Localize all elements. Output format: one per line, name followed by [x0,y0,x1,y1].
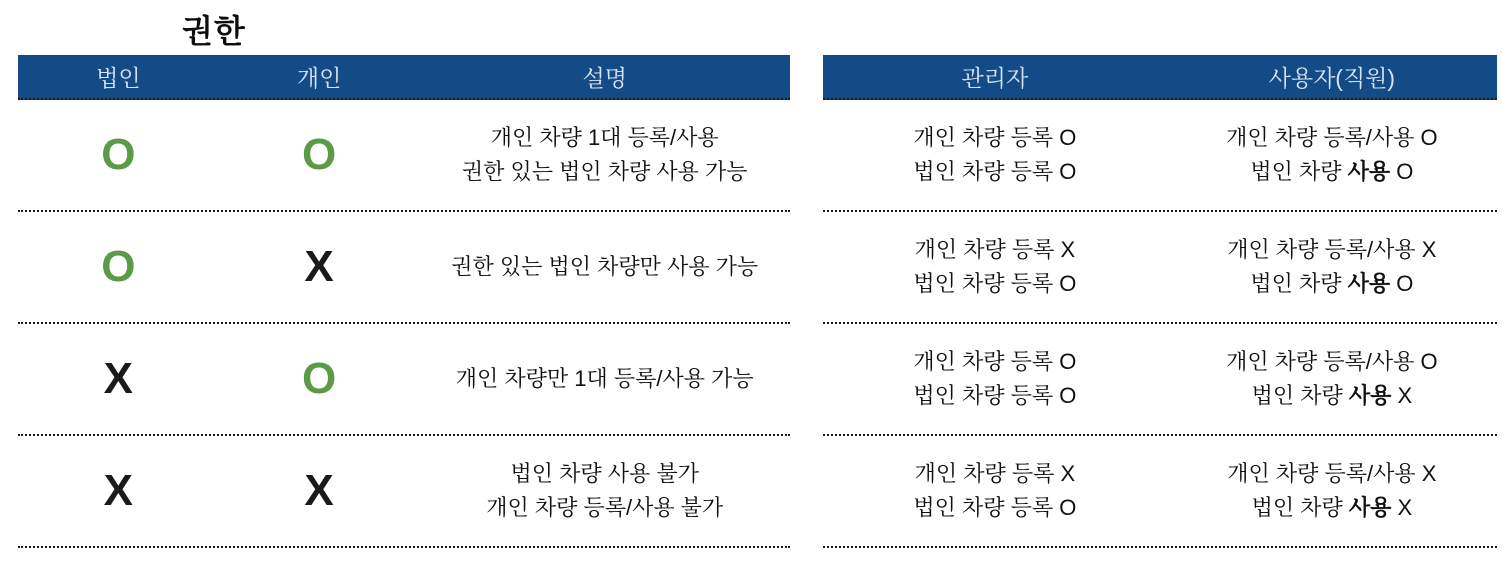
user-line: 개인 차량 등록/사용 X [1227,237,1437,262]
description-text [419,121,790,189]
table-row [18,324,790,436]
user-line: 개인 차량 등록/사용 X [1227,461,1437,486]
table-row [18,436,790,548]
personal-mark: X [304,242,334,291]
manager-line: 개인 차량 등록 O [913,349,1077,374]
permission-table-header [18,55,790,100]
manager-cell [823,345,1167,413]
table-row [823,100,1497,212]
col-header-user-employee: 사용자(직원) [1268,65,1396,91]
manager-cell [823,233,1167,301]
user-line: 법인 차량 사용 X [1251,495,1413,520]
manager-line: 법인 차량 등록 O [913,159,1077,184]
permission-table [18,55,790,548]
description-line: 권한 있는 법인 차량 사용 가능 [461,159,748,184]
description-line: 개인 차량만 1대 등록/사용 가능 [455,366,754,391]
manager-cell [823,121,1167,189]
manager-line: 개인 차량 등록 O [913,125,1077,150]
manager-line: 법인 차량 등록 O [913,495,1077,520]
user-cell [1167,121,1497,189]
user-line: 개인 차량 등록/사용 O [1226,125,1438,150]
description-line: 권한 있는 법인 차량만 사용 가능 [451,254,759,279]
user-line: 법인 차량 사용 O [1250,271,1414,296]
description-line: 개인 차량 1대 등록/사용 [490,125,719,150]
description-text [419,250,790,284]
user-cell [1167,233,1497,301]
manager-line: 법인 차량 등록 O [913,271,1077,296]
personal-mark: O [301,354,337,403]
personal-mark: X [304,466,334,515]
table-row [823,324,1497,436]
user-cell [1167,457,1497,525]
page-title: 권한 [182,13,246,49]
manager-cell [823,457,1167,525]
description-text [419,362,790,396]
description-line: 개인 차량 등록/사용 불가 [486,495,724,520]
corporate-mark: X [103,354,134,403]
table-row [823,212,1497,324]
description-line: 법인 차량 사용 불가 [510,461,699,486]
role-table-header [823,55,1497,100]
col-header-description: 설명 [582,65,627,91]
table-row [18,100,790,212]
col-header-personal: 개인 [296,65,342,91]
table-row [18,212,790,324]
corporate-mark: O [101,242,136,291]
description-text [419,457,790,525]
personal-mark: O [301,130,337,179]
corporate-mark: O [101,130,136,179]
col-header-manager: 관리자 [961,65,1029,91]
user-cell [1167,345,1497,413]
corporate-mark: X [103,466,134,515]
manager-line: 개인 차량 등록 X [914,461,1076,486]
col-header-corporate: 법인 [96,65,141,91]
user-line: 개인 차량 등록/사용 O [1226,349,1438,374]
user-line: 법인 차량 사용 O [1250,159,1414,184]
user-line: 법인 차량 사용 X [1251,383,1413,408]
table-row [823,436,1497,548]
manager-line: 개인 차량 등록 X [914,237,1076,262]
manager-line: 법인 차량 등록 O [913,383,1077,408]
role-table [823,55,1497,548]
